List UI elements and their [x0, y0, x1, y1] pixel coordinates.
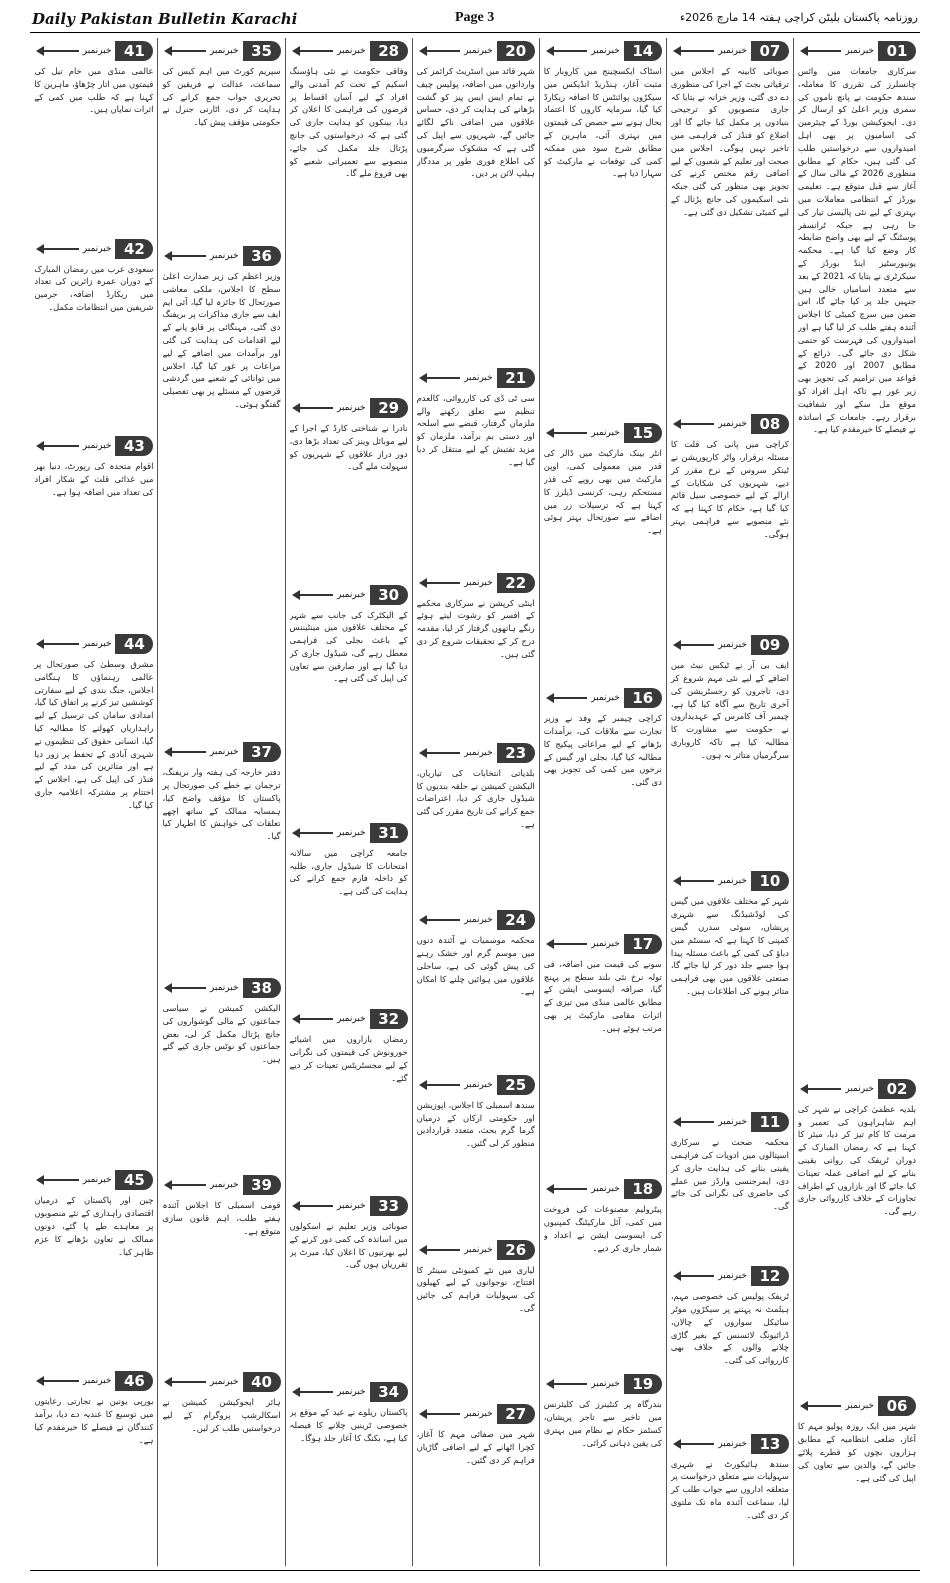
story-number-badge: 22: [497, 573, 535, 593]
story-text: بندرگاہ پر کنٹینرز کی کلیئرنس میں تاخیر سے تاجر پریشان، کسٹمز حکام نے نظام میں بہتری کی یقین دہانی کرائی۔: [543, 1399, 662, 1448]
story-number-badge: 10: [751, 871, 789, 891]
news-story: [671, 1431, 789, 1562]
story-label: خبرنمبر: [845, 46, 874, 56]
arrow-left-icon: [675, 644, 714, 646]
news-story: [290, 1006, 408, 1189]
story-text: بلدیاتی انتخابات کی تیاریاں، الیکشن کمیشن نے حلقہ بندیوں کا شیڈول جاری کر دیا، اعتراضات جمع کرانے کی تاریخ مقرر کی گئی ہے۔: [416, 767, 535, 829]
news-story: [290, 395, 408, 578]
arrow-left-icon: [421, 1413, 460, 1415]
story-label: خبرنمبر: [336, 827, 366, 838]
news-story: [162, 243, 280, 735]
story-number-badge: 29: [370, 398, 408, 418]
story-label: خبرنمبر: [464, 1244, 493, 1255]
masthead-title: Daily Pakistan Bulletin Karachi: [32, 10, 298, 28]
story-number-badge: 06: [878, 1396, 916, 1416]
story-header: [162, 245, 280, 267]
story-header: [417, 1074, 535, 1096]
story-text: پاکستان ریلوے نے عید کے موقع پر خصوصی ٹرینیں چلانے کا فیصلہ کیا ہے، بکنگ کا آغاز جلد ہوگا۔: [289, 1407, 408, 1444]
story-number-badge: 43: [115, 436, 153, 456]
story-label: خبرنمبر: [591, 428, 620, 439]
story-number-badge: 08: [751, 414, 789, 434]
story-header: [671, 1111, 789, 1133]
story-label: خبرنمبر: [464, 915, 493, 926]
news-story: [162, 38, 280, 239]
news-story: [290, 820, 408, 1003]
story-label: خبرنمبر: [82, 441, 112, 452]
story-header: [290, 397, 408, 419]
story-text: صوبائی وزیر تعلیم نے اسکولوں میں اساتذہ کی کمی دور کرنے کے لیے بھرتیوں کا اعلان کیا، میرٹ پر تقرریاں ہوں گی۔: [289, 1220, 408, 1270]
column-7: [30, 38, 157, 1566]
arrow-left-icon: [548, 1383, 587, 1385]
story-number-badge: 23: [497, 743, 535, 763]
news-story: [417, 1237, 535, 1398]
news-story: [417, 570, 535, 736]
story-header: [671, 634, 789, 656]
story-label: خبرنمبر: [718, 1438, 747, 1449]
story-text: محکمہ صحت نے سرکاری اسپتالوں میں ادویات کی فراہمی یقینی بنانے کی ہدایت جاری کر دی، ایمرجنسی وارڈز میں عملے کی حاضری کی نگرانی کی جائے گی۔: [670, 1137, 789, 1212]
arrow-left-icon: [421, 377, 460, 379]
story-label: خبرنمبر: [718, 640, 747, 651]
story-header: [290, 822, 408, 844]
story-text: کراچی میں پانی کی قلت کا مسئلہ برقرار، واٹر کارپوریشن نے ٹینکر سروس کے نرخ مقرر کر دیے، شہریوں کی شکایات کے ازالے کے لیے خصوصی سیل قائم کیا گیا ہے، حکام کا کہنا ہے کہ نئے منصوبے سے فراہمی بہتر ہوگی۔: [670, 439, 789, 539]
story-label: خبرنمبر: [591, 46, 620, 56]
story-number-badge: 40: [243, 1372, 281, 1392]
story-number-badge: 26: [497, 1240, 535, 1260]
news-story: [290, 582, 408, 816]
story-header: [162, 1371, 280, 1393]
news-story: [34, 631, 153, 1164]
story-label: خبرنمبر: [336, 1014, 366, 1025]
arrow-left-icon: [675, 423, 714, 425]
story-label: خبرنمبر: [209, 1376, 239, 1387]
story-header: [417, 572, 535, 594]
news-story: [671, 868, 789, 1105]
story-header: [162, 40, 280, 62]
story-number-badge: 44: [115, 634, 153, 654]
news-story: [544, 1371, 662, 1562]
story-text: جامعہ کراچی میں سالانہ امتحانات کا شیڈول جاری، طلبہ کو داخلہ فارم جمع کرانے کی ہدایت کی گئی ہے۔: [289, 847, 408, 897]
news-story: [417, 740, 535, 903]
story-text: لیاری میں نئے کمیونٹی سینٹر کا افتتاح، نوجوانوں کے لیے کھیلوں کی سہولیات فراہم کی جائیں گی۔: [416, 1264, 535, 1313]
news-story: [671, 632, 789, 864]
story-label: خبرنمبر: [82, 243, 112, 254]
news-story: [417, 1401, 535, 1562]
news-story: [162, 975, 280, 1168]
arrow-left-icon: [802, 1405, 841, 1407]
story-header: [417, 40, 535, 62]
story-number-badge: 33: [370, 1196, 408, 1216]
story-label: خبرنمبر: [718, 1271, 747, 1282]
story-number-badge: 14: [624, 41, 662, 61]
story-label: خبرنمبر: [591, 1184, 620, 1195]
story-label: خبرنمبر: [82, 46, 112, 56]
arrow-left-icon: [166, 255, 205, 257]
story-number-badge: 17: [624, 934, 662, 954]
story-text: رمضان بازاروں میں اشیائے خورونوش کی قیمتوں کی نگرانی کے لیے مجسٹریٹس تعینات کر دیے گئے۔: [289, 1034, 408, 1083]
story-header: [417, 367, 535, 389]
story-header: [544, 1178, 662, 1200]
arrow-left-icon: [421, 919, 460, 921]
story-header: [34, 1169, 153, 1191]
story-text: کراچی چیمبر کے وفد نے وزیر تجارت سے ملاقات کی، برآمدات بڑھانے کے لیے مراعاتی پیکیج کا مطالبہ کیا گیا، بجلی اور گیس کے نرخوں میں کمی کی تجویز بھی دی گئی۔: [543, 713, 662, 788]
story-header: [671, 1433, 789, 1455]
news-story: [417, 365, 535, 566]
news-story: [34, 236, 153, 430]
story-label: خبرنمبر: [336, 46, 366, 56]
arrow-left-icon: [294, 50, 333, 52]
story-number-badge: 34: [370, 1382, 408, 1402]
story-header: [417, 1239, 535, 1261]
news-story: [290, 1379, 408, 1562]
news-story: [544, 420, 662, 681]
masthead: [30, 8, 920, 33]
arrow-left-icon: [38, 445, 78, 447]
news-story: [34, 433, 153, 627]
story-header: [417, 909, 535, 931]
story-number-badge: 41: [115, 41, 153, 61]
news-story: [290, 38, 408, 391]
story-text: سپریم کورٹ میں اہم کیس کی سماعت، عدالت نے فریقین کو تحریری جواب جمع کرانے کی ہدایت کر دی، اٹارنی جنرل نے حکومتی مؤقف پیش کیا۔: [162, 66, 281, 128]
arrow-left-icon: [38, 643, 78, 645]
story-number-badge: 19: [624, 1374, 662, 1394]
news-story: [34, 1368, 153, 1562]
news-story: [671, 411, 789, 628]
story-label: خبرنمبر: [591, 938, 620, 949]
story-text: ہائر ایجوکیشن کمیشن نے اسکالرشپ پروگرام کے لیے درخواستیں طلب کر لیں۔: [162, 1396, 281, 1433]
column-3: [539, 38, 666, 1566]
arrow-left-icon: [675, 1275, 714, 1277]
story-text: وفاقی حکومت نے نئی ہاؤسنگ اسکیم کے تحت کم آمدنی والے افراد کے لیے آسان اقساط پر قرضوں کی فراہمی کا اعلان کر دیا، بینکوں کو ہدایت جاری کی گئی ہے کہ درخواستوں کی جانچ پڑتال جلد مکمل کی جائے، منصوبے سے تعمیراتی شعبے کو بھی فروغ ملے گا۔: [289, 66, 408, 179]
story-text: نادرا نے شناختی کارڈ کے اجرا کے لیے موبائل وینز کی تعداد بڑھا دی، دور دراز علاقوں کے شہریوں کو سہولت ملے گی۔: [289, 422, 408, 472]
story-number-badge: 13: [751, 1434, 789, 1454]
footer-rule: [30, 1570, 920, 1571]
arrow-left-icon: [294, 1018, 333, 1020]
story-text: بلدیہ عظمیٰ کراچی نے شہر کی اہم شاہراہوں کی تعمیر و مرمت کا کام تیز کر دیا، میئر کا کہنا ہے کہ رمضان المبارک کے دوران ٹریفک کی روانی یقینی بنانے کے لیے اضافی عملہ تعینات کیا جائے گا اور بازاروں کے اطراف تجاوزات کے خلاف کارروائی جاری رہے گی۔: [797, 1103, 916, 1217]
story-header: [544, 1373, 662, 1395]
story-text: سندھ اسمبلی کا اجلاس، اپوزیشن اور حکومتی ارکان کے درمیان گرما گرم بحث، متعدد قراردادیں منظور کر لی گئیں۔: [416, 1099, 535, 1149]
arrow-left-icon: [294, 407, 333, 409]
story-text: سعودی عرب میں رمضان المبارک کے دوران عمرہ زائرین کی تعداد میں ریکارڈ اضافہ، حرمین شریفین میں انتظامات مکمل۔: [34, 263, 154, 313]
arrow-left-icon: [675, 1121, 714, 1123]
news-story: [162, 739, 280, 971]
story-header: [290, 1195, 408, 1217]
story-header: [162, 977, 280, 999]
news-story: [544, 685, 662, 927]
story-header: [671, 413, 789, 435]
story-header: [290, 1008, 408, 1030]
story-label: خبرنمبر: [82, 638, 112, 649]
arrow-left-icon: [166, 987, 205, 989]
column-5: [285, 38, 412, 1566]
news-story: [544, 931, 662, 1173]
story-header: [544, 687, 662, 709]
story-number-badge: 21: [497, 368, 535, 388]
arrow-left-icon: [675, 1443, 714, 1445]
story-header: [798, 1395, 916, 1417]
story-header: [34, 435, 153, 457]
masthead-urdu-title: روزنامہ پاکستان بلیٹن کراچی ہفتہ 14 مارچ 2026ء: [679, 11, 918, 24]
story-label: خبرنمبر: [209, 1179, 239, 1190]
newspaper-columns: [30, 38, 920, 1566]
arrow-left-icon: [166, 751, 205, 753]
story-text: اینٹی کرپشن نے سرکاری محکمے کے افسر کو رشوت لیتے ہوئے رنگے ہاتھوں گرفتار کر لیا، مقدمہ درج کر کے تحقیقات شروع کر دی گئی ہیں۔: [416, 597, 535, 659]
story-label: خبرنمبر: [718, 1117, 747, 1128]
arrow-left-icon: [548, 943, 587, 945]
arrow-left-icon: [421, 752, 460, 754]
story-label: خبرنمبر: [209, 251, 239, 262]
arrow-left-icon: [675, 50, 714, 52]
arrow-left-icon: [421, 1084, 460, 1086]
news-story: [34, 38, 153, 232]
story-label: خبرنمبر: [209, 46, 239, 56]
news-story: [798, 38, 916, 1072]
arrow-left-icon: [548, 50, 587, 52]
story-number-badge: 18: [624, 1179, 662, 1199]
story-header: [34, 633, 153, 655]
page-number: Page 3: [455, 10, 495, 25]
story-text: سندھ ہائیکورٹ نے شہری سہولیات سے متعلق درخواست پر متعلقہ اداروں سے جواب طلب کر لیا، سماعت آئندہ ماہ تک ملتوی کر دی گئی۔: [670, 1458, 789, 1520]
column-4: [412, 38, 539, 1566]
news-story: [544, 1176, 662, 1367]
arrow-left-icon: [294, 1391, 333, 1393]
story-number-badge: 38: [243, 978, 281, 998]
news-story: [417, 907, 535, 1068]
news-story: [544, 38, 662, 416]
news-story: [671, 38, 789, 407]
story-number-badge: 07: [751, 41, 789, 61]
story-text: محکمہ موسمیات نے آئندہ دنوں میں موسم گرم اور خشک رہنے کی پیش گوئی کی ہے، ساحلی علاقوں میں ہوائیں چلنے کا امکان ہے۔: [416, 935, 535, 997]
story-number-badge: 46: [115, 1371, 153, 1391]
news-story: [798, 1393, 916, 1562]
news-story: [417, 1072, 535, 1233]
story-text: یورپی یونین نے تجارتی رعایتوں میں توسیع کا عندیہ دے دیا، برآمد کنندگان نے فیصلے کا خیرمقدم کیا ہے۔: [34, 1396, 154, 1445]
arrow-left-icon: [802, 50, 841, 52]
column-1: [793, 38, 920, 1566]
story-text: انٹر بینک مارکیٹ میں ڈالر کی قدر میں معمولی کمی، اوپن مارکیٹ میں بھی روپے کی قدر مستحکم رہی، کرنسی ڈیلرز کا کہنا ہے کہ ترسیلات زر میں اضافے سے صورتحال بہتر ہوئی ہے۔: [543, 448, 662, 536]
story-label: خبرنمبر: [82, 1376, 112, 1387]
arrow-left-icon: [421, 582, 460, 584]
story-text: چین اور پاکستان کے درمیان اقتصادی راہداری کے نئے منصوبوں پر معاہدے طے پا گئے، دونوں ممالک نے تعاون بڑھانے کا عزم ظاہر کیا۔: [34, 1195, 154, 1257]
story-text: مشرق وسطیٰ کی صورتحال پر عالمی رہنماؤں کا ہنگامی اجلاس، جنگ بندی کے لیے سفارتی کوششیں تیز کرنے پر اتفاق کیا گیا، امدادی سامان کی ترسیل کے لیے راہداریاں کھولنے کا مطالبہ کیا گیا، انسانی حقوق کی تنظیموں نے شہری آبادی کے تحفظ پر زور دیا ہے اور متاثرین کی مدد کے لیے فنڈز کی اپیل کی ہے، اجلاس کے اختتام پر مشترکہ اعلامیہ جاری کیا گیا۔: [34, 658, 154, 810]
story-header: [290, 584, 408, 606]
story-label: خبرنمبر: [845, 1083, 874, 1094]
story-number-badge: 31: [370, 823, 408, 843]
arrow-left-icon: [294, 594, 333, 596]
story-header: [798, 40, 916, 62]
story-label: خبرنمبر: [336, 1387, 366, 1398]
story-text: الیکشن کمیشن نے سیاسی جماعتوں کے مالی گوشواروں کی جانچ پڑتال مکمل کر لی، بعض جماعتوں کو نوٹس جاری کیے گئے ہیں۔: [162, 1002, 281, 1065]
news-story: [417, 38, 535, 361]
story-text: سرکاری جامعات میں وائس چانسلرز کی تقرری کا معاملہ، سندھ حکومت نے پانچ ناموں کی سمری وزیر اعلیٰ کو ارسال کر دی۔ ایجوکیشن بورڈ کے چیئرمین کی اسامیوں پر بھی اہل امیدواروں سے درخواستیں طلب کی گئی ہیں، حکام کے مطابق منظوری 2026 کے مالی سال کے آغاز سے قبل متوقع ہے۔ تعلیمی بورڈز کے انتظامی معاملات میں بہتری کے لیے نئی پالیسی تیار کی جا رہی ہے جبکہ ٹرانسفر پوسٹنگ کے لیے بھی واضح ضابطہ کار وضع کیا گیا ہے۔ محکمہ یونیورسٹیز اینڈ بورڈز کے سیکرٹری نے بتایا کہ 2021 کے بعد سے متعدد اسامیاں خالی ہیں جنہیں جلد پر کیا جائے گا، اس ضمن میں سرچ کمیٹی کا اجلاس آئندہ ہفتے طلب کر لیا گیا ہے اور امیدواروں کی فہرست کو حتمی شکل دی جائے گی۔ ذرائع کے مطابق 2007 اور 2020 کے قواعد میں ترامیم کی تجویز بھی زیر غور ہے تاکہ اہل افراد کو موقع مل سکے اور شفافیت برقرار رہے۔ جامعات کے اساتذہ نے فیصلے کا خیرمقدم کیا ہے۔: [797, 66, 916, 435]
story-number-badge: 02: [878, 1079, 916, 1099]
news-story: [671, 1109, 789, 1259]
story-label: خبرنمبر: [718, 419, 747, 430]
story-label: خبرنمبر: [464, 747, 493, 758]
story-number-badge: 28: [370, 41, 408, 61]
story-text: پیٹرولیم مصنوعات کی فروخت میں کمی، آئل مارکیٹنگ کمپنیوں کی ایسوسی ایشن نے اعداد و شمار جاری کر دیے۔: [543, 1204, 662, 1253]
arrow-left-icon: [166, 1184, 205, 1186]
story-number-badge: 45: [115, 1170, 153, 1190]
story-number-badge: 16: [624, 688, 662, 708]
story-header: [290, 1381, 408, 1403]
arrow-left-icon: [38, 1179, 78, 1181]
story-text: سی ٹی ڈی کی کارروائی، کالعدم تنظیم سے تعلق رکھنے والے ملزمان گرفتار، قبضے سے اسلحہ اور دستی بم برآمد، ملزمان کو مزید تفتیش کے لیے منتقل کر دیا گیا ہے۔: [416, 392, 535, 467]
story-header: [544, 40, 662, 62]
story-label: خبرنمبر: [845, 1401, 874, 1412]
story-text: کے الیکٹرک کی جانب سے شہر کے مختلف علاقوں میں مینٹیننس کے باعث بجلی کی فراہمی معطل رہے گی، شیڈول جاری کر دیا گیا ہے اور صارفین سے تعاون کی اپیل کی گئی ہے۔: [289, 609, 408, 684]
column-2: [666, 38, 793, 1566]
story-header: [290, 40, 408, 62]
story-text: سونے کی قیمت میں اضافہ، فی تولہ نرخ نئی بلند سطح پر پہنچ گیا، صرافہ ایسوسی ایشن کے مطابق عالمی منڈی میں تیزی کے اثرات مقامی مارکیٹ پر بھی مرتب ہوئے ہیں۔: [543, 958, 662, 1033]
arrow-left-icon: [421, 1249, 460, 1251]
story-number-badge: 39: [243, 1175, 281, 1195]
story-number-badge: 20: [497, 41, 535, 61]
story-text: اسٹاک ایکسچینج میں کاروبار کا مثبت آغاز، ہنڈریڈ انڈیکس میں سیکڑوں پوائنٹس کا اضافہ ریکارڈ کیا گیا، سرمایہ کاروں کا اعتماد بحال ہونے سے حصص کی قیمتوں میں بہتری آئی، ماہرین کے مطابق شرح سود میں ممکنہ کمی کی توقعات نے مارکیٹ کو سہارا دیا ہے۔: [543, 66, 662, 179]
story-label: خبرنمبر: [464, 372, 493, 383]
story-header: [34, 238, 153, 260]
arrow-left-icon: [802, 1088, 841, 1090]
story-header: [162, 741, 280, 763]
story-header: [671, 870, 789, 892]
story-number-badge: 35: [243, 41, 281, 61]
story-label: خبرنمبر: [82, 1175, 112, 1186]
news-story: [290, 1193, 408, 1376]
arrow-left-icon: [294, 1205, 333, 1207]
story-header: [544, 422, 662, 444]
story-label: خبرنمبر: [464, 1409, 493, 1420]
story-label: خبرنمبر: [591, 693, 620, 704]
arrow-left-icon: [548, 1188, 587, 1190]
arrow-left-icon: [38, 50, 78, 52]
story-number-badge: 32: [370, 1009, 408, 1029]
story-number-badge: 30: [370, 585, 408, 605]
story-text: شہر کے مختلف علاقوں میں گیس کی لوڈشیڈنگ سے شہری پریشان، سوئی سدرن گیس کمپنی کا کہنا ہے کہ سسٹم میں دباؤ کی کمی کے باعث مسئلہ پیدا ہوا جسے جلد دور کر لیا جائے گا، صنعتی علاقوں میں بھی فراہمی متاثر ہونے کی اطلاعات ہیں۔: [670, 896, 789, 997]
story-header: [798, 1078, 916, 1100]
story-text: قومی اسمبلی کا اجلاس آئندہ ہفتے طلب، اہم قانون سازی متوقع ہے۔: [162, 1199, 281, 1236]
story-number-badge: 11: [751, 1112, 789, 1132]
news-story: [162, 1172, 280, 1365]
story-number-badge: 24: [497, 910, 535, 930]
story-label: خبرنمبر: [718, 46, 747, 56]
news-story: [34, 1167, 153, 1364]
story-header: [417, 742, 535, 764]
story-number-badge: 25: [497, 1075, 535, 1095]
story-label: خبرنمبر: [591, 1379, 620, 1390]
arrow-left-icon: [38, 248, 78, 250]
story-header: [34, 1370, 153, 1392]
story-label: خبرنمبر: [336, 402, 366, 413]
story-label: خبرنمبر: [464, 1079, 493, 1090]
story-number-badge: 12: [751, 1266, 789, 1286]
story-label: خبرنمبر: [336, 589, 366, 600]
news-story: [798, 1076, 916, 1390]
arrow-left-icon: [294, 832, 333, 834]
story-text: دفتر خارجہ کی ہفتہ وار بریفنگ، ترجمان نے خطے کی صورتحال پر پاکستان کا مؤقف واضح کیا، ہمسایہ ممالک کے ساتھ اچھے تعلقات کی خواہش کا اظہار کیا گیا۔: [162, 767, 281, 842]
arrow-left-icon: [166, 50, 205, 52]
story-text: ٹریفک پولیس کی خصوصی مہم، ہیلمٹ نہ پہننے پر سیکڑوں موٹر سائیکل سواروں کے چالان، ڈرائیونگ لائسنس کے بغیر گاڑی چلانے والوں کے خلاف بھی کارروائی کی گئی۔: [670, 1291, 789, 1366]
story-text: شہر قائد میں اسٹریٹ کرائمز کی وارداتوں میں اضافہ، پولیس چیف نے تمام ایس ایس پیز کو گشت بڑھانے کی ہدایت کر دی، حساس علاقوں میں اضافی ناکے لگائے جائیں گے، شہریوں سے اپیل کی گئی ہے کہ مشکوک سرگرمیوں کی اطلاع فوری طور پر مددگار ہیلپ لائن پر دیں۔: [416, 66, 535, 179]
story-label: خبرنمبر: [336, 1200, 366, 1211]
story-text: شہر میں ایک روزہ پولیو مہم کا آغاز، ضلعی انتظامیہ کے مطابق ہزاروں بچوں کو قطرے پلائے جائیں گے، والدین سے تعاون کی اپیل کی گئی ہے۔: [797, 1421, 916, 1483]
column-6: [157, 38, 284, 1566]
story-header: [34, 40, 153, 62]
story-header: [544, 933, 662, 955]
story-label: خبرنمبر: [464, 577, 493, 588]
news-story: [162, 1369, 280, 1562]
arrow-left-icon: [548, 697, 587, 699]
story-number-badge: 36: [243, 246, 281, 266]
story-number-badge: 01: [878, 41, 916, 61]
story-header: [671, 40, 789, 62]
arrow-left-icon: [38, 1380, 78, 1382]
story-text: صوبائی کابینہ کے اجلاس میں ترقیاتی بجٹ کے اجرا کی منظوری دے دی گئی، وزیر خزانہ نے بتایا کہ جاری منصوبوں کو ترجیحی بنیادوں پر مکمل کیا جائے گا اور اضلاع کو فنڈز کی فراہمی میں تاخیر نہیں ہوگی۔ اجلاس میں صحت اور تعلیم کے شعبوں کے لیے اضافی رقم مختص کرنے کی تجویز بھی منظور کی گئی جبکہ نئی اسکیموں کی جانچ پڑتال کے لیے کمیٹی تشکیل دی گئی ہے۔: [670, 66, 789, 217]
story-text: وزیر اعظم کی زیر صدارت اعلیٰ سطح کا اجلاس، ملکی معاشی صورتحال کا جائزہ لیا گیا، آئی ایم ایف سے جاری مذاکرات پر بریفنگ دی گئی، مہنگائی پر قابو پانے کے لیے اقدامات کی ہدایت کی گئی اور برآمدات میں اضافے کے لیے مراعات پر غور کیا گیا، اجلاس میں توانائی کے شعبے میں گردشی قرضوں کے مسئلے پر بھی تفصیلی گفتگو ہوئی۔: [162, 271, 281, 410]
arrow-left-icon: [421, 50, 460, 52]
story-number-badge: 27: [497, 1404, 535, 1424]
story-text: ایف بی آر نے ٹیکس نیٹ میں اضافے کے لیے نئی مہم شروع کر دی، تاجروں کو رجسٹریشن کی آخری تاریخ سے آگاہ کیا گیا ہے، چیمبر آف کامرس کے عہدیداروں نے حکومت سے مشاورت کا مطالبہ کیا ہے تاکہ کاروباری سرگرمیاں متاثر نہ ہوں۔: [670, 660, 789, 760]
story-label: خبرنمبر: [718, 876, 747, 887]
story-label: خبرنمبر: [209, 982, 239, 993]
news-story: [671, 1263, 789, 1426]
story-number-badge: 37: [243, 742, 281, 762]
story-number-badge: 09: [751, 635, 789, 655]
story-text: عالمی منڈی میں خام تیل کی قیمتوں میں اتار چڑھاؤ، ماہرین کا کہنا ہے کہ طلب میں کمی کے اثرات نمایاں ہیں۔: [34, 66, 154, 115]
story-header: [671, 1265, 789, 1287]
story-number-badge: 15: [624, 423, 662, 443]
arrow-left-icon: [548, 432, 587, 434]
story-header: [417, 1403, 535, 1425]
story-number-badge: 42: [115, 239, 153, 259]
story-label: خبرنمبر: [464, 46, 493, 56]
story-text: اقوام متحدہ کی رپورٹ، دنیا بھر میں غذائی قلت کے شکار افراد کی تعداد میں اضافہ ہوا ہے۔: [34, 461, 154, 497]
story-header: [162, 1174, 280, 1196]
arrow-left-icon: [675, 880, 714, 882]
story-text: شہر میں صفائی مہم کا آغاز، کچرا اٹھانے کے لیے اضافی گاڑیاں فراہم کر دی گئیں۔: [416, 1429, 535, 1465]
arrow-left-icon: [166, 1381, 205, 1383]
story-label: خبرنمبر: [209, 747, 239, 758]
